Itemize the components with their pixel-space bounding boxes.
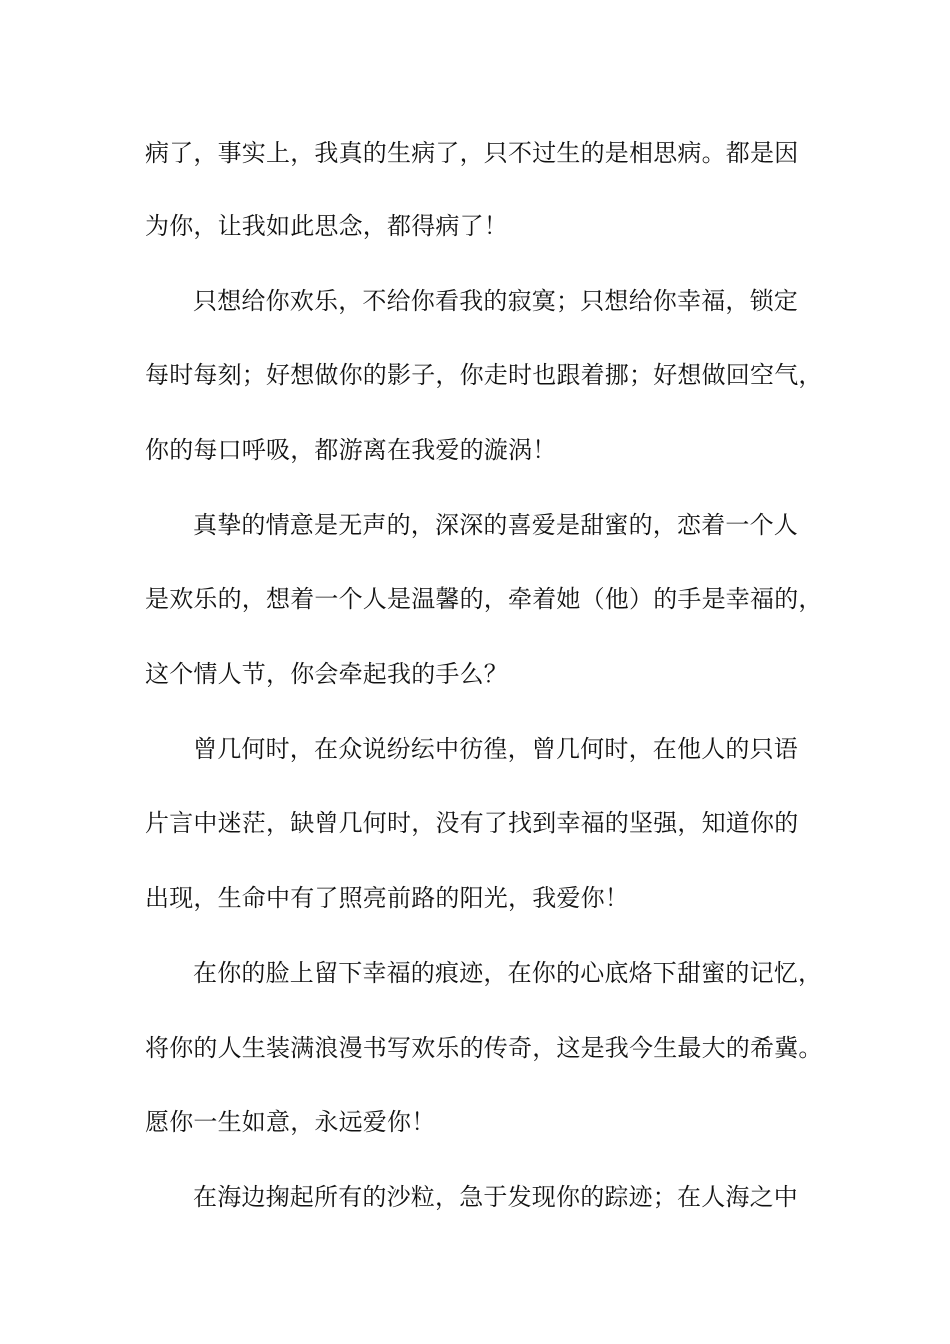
paragraph-first-line: 只想给你欢乐，不给你看我的寂寞；只想给你幸福，锁定 (193, 287, 798, 315)
text-line: 愿你一生如意，永远爱你！ (145, 1108, 436, 1136)
text-line: 片言中迷茫，缺曾几何时，没有了找到幸福的坚强，知道你的 (145, 809, 799, 837)
text-line: 是欢乐的，想着一个人是温馨的，牵着她（他）的手是幸福的， (145, 585, 823, 613)
text-line: 病了，事实上，我真的生病了，只不过生的是相思病。都是因 (145, 139, 799, 167)
text-line: 出现，生命中有了照亮前路的阳光，我爱你！ (145, 884, 629, 912)
paragraph-first-line: 在你的脸上留下幸福的痕迹，在你的心底烙下甜蜜的记忆， (193, 959, 823, 987)
text-line: 你的每口呼吸，都游离在我爱的漩涡！ (145, 436, 557, 464)
paragraph-first-line: 真挚的情意是无声的，深深的喜爱是甜蜜的，恋着一个人 (193, 511, 798, 539)
text-line: 为你，让我如此思念，都得病了！ (145, 212, 508, 240)
paragraph-first-line: 在海边掬起所有的沙粒，急于发现你的踪迹；在人海之中 (193, 1183, 798, 1211)
text-line: 每时每刻；好想做你的影子，你走时也跟着挪；好想做回空气， (145, 361, 823, 389)
text-line: 将你的人生装满浪漫书写欢乐的传奇，这是我今生最大的希冀。 (145, 1034, 823, 1062)
paragraph-first-line: 曾几何时，在众说纷纭中彷徨，曾几何时，在他人的只语 (193, 735, 798, 763)
text-line: 这个情人节，你会牵起我的手么？ (145, 660, 508, 688)
